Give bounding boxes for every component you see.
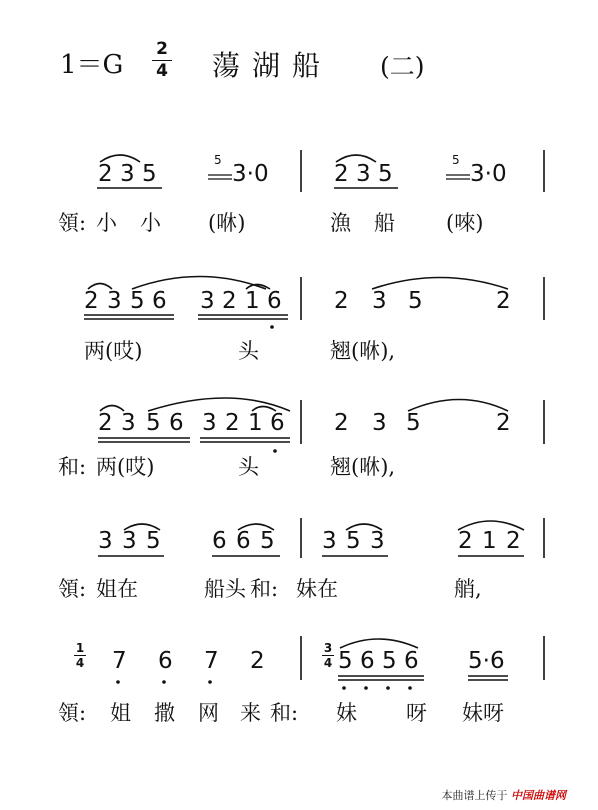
note: 2 <box>98 410 113 436</box>
song-subtitle: (二) <box>380 52 425 81</box>
lyric: 呀 <box>406 701 427 725</box>
lyric: 船 <box>374 211 395 235</box>
lyric: 翘(咻), <box>330 455 396 479</box>
note: 1 <box>248 410 263 436</box>
lyric: 姐在 <box>96 577 138 601</box>
lyric: 翘(咻), <box>330 339 396 363</box>
note: 6 <box>360 648 375 674</box>
note: 2 <box>334 288 349 314</box>
note: 3 <box>121 410 136 436</box>
lyric: 撒 <box>154 701 175 725</box>
note: 5 <box>146 528 161 554</box>
lyric: 两(哎) <box>96 455 155 479</box>
lyric: 姐 <box>110 701 131 725</box>
note: 6 <box>212 528 227 554</box>
note: 2 <box>458 528 473 554</box>
note: 2 <box>98 161 113 187</box>
note: 5 <box>378 161 393 187</box>
note: 6 <box>236 528 251 554</box>
note: 5 <box>338 648 353 674</box>
note: 3·0 <box>470 161 507 187</box>
note: 3 <box>356 161 371 187</box>
note: 5 <box>260 528 275 554</box>
lyric: 和: <box>58 455 87 479</box>
time-signature: 3 4 <box>323 641 333 670</box>
note: 6 <box>152 288 167 314</box>
note: 5 <box>346 528 361 554</box>
note: 6 <box>169 410 184 436</box>
note: 2 <box>222 288 237 314</box>
lyric: 妹在 <box>296 577 338 601</box>
lyric: 妹 <box>336 701 357 725</box>
note: 7 <box>112 648 127 674</box>
note: 2 <box>496 410 511 436</box>
lyric: 妹呀 <box>462 701 504 725</box>
lyric: 小 <box>96 211 117 235</box>
footer-watermark <box>442 787 567 803</box>
note: 2 <box>496 288 511 314</box>
lyric: (唻) <box>446 211 484 235</box>
note: 2 <box>84 288 99 314</box>
note: 3 <box>372 410 387 436</box>
note: 7 <box>204 648 219 674</box>
note: 2 <box>334 410 349 436</box>
note: 3 <box>98 528 113 554</box>
note: 3 <box>200 288 215 314</box>
note: 5 <box>382 648 397 674</box>
lyric: 船头 <box>204 577 246 601</box>
note: 2 <box>334 161 349 187</box>
time-signature-top: 2 <box>156 39 168 59</box>
lyric: 領: <box>58 211 87 235</box>
note: 2 <box>225 410 240 436</box>
key-signature: 1＝G <box>60 50 124 80</box>
lyric: 漁 <box>330 211 351 235</box>
time-signature: 1 4 <box>75 641 85 670</box>
note: 5 <box>142 161 157 187</box>
lyric: 艄, <box>454 577 482 601</box>
lyric: 和: <box>270 701 299 725</box>
note: 3 <box>370 528 385 554</box>
time-signature-bottom: 4 <box>156 61 168 81</box>
note: 2 <box>250 648 265 674</box>
lyric: 来 <box>240 701 261 725</box>
note: 2 <box>506 528 521 554</box>
note: 3 <box>107 288 122 314</box>
note: 5 <box>406 410 421 436</box>
note: 5 <box>130 288 145 314</box>
lyric: 領: <box>58 577 87 601</box>
note: 3 <box>122 528 137 554</box>
note: 6 <box>270 410 285 436</box>
note: 3 <box>202 410 217 436</box>
lyric: 領: <box>58 701 87 725</box>
note: 1 <box>482 528 497 554</box>
lyric: 两(哎) <box>84 339 143 363</box>
lyric: 和: <box>250 577 279 601</box>
note: 3 <box>120 161 135 187</box>
lyric: 头 <box>238 455 259 479</box>
grace-note: 5 <box>452 153 460 167</box>
song-title: 蕩湖船 <box>212 49 333 82</box>
lyric: (咻) <box>208 211 246 235</box>
lyric: 小 <box>140 211 161 235</box>
note: 3 <box>322 528 337 554</box>
note: 6 <box>267 288 282 314</box>
note: 5 <box>408 288 423 314</box>
lyric: 头 <box>238 339 259 363</box>
note: 3·0 <box>232 161 269 187</box>
note: 6 <box>404 648 419 674</box>
note: 5·6 <box>468 648 505 674</box>
footer-brand: 中国曲谱网 <box>511 789 566 802</box>
note: 3 <box>372 288 387 314</box>
footer-text: 本曲谱上传于 <box>441 789 508 802</box>
lyric: 网 <box>198 701 219 725</box>
grace-note: 5 <box>214 153 222 167</box>
note: 5 <box>146 410 161 436</box>
note: 1 <box>245 288 260 314</box>
note: 6 <box>158 648 173 674</box>
